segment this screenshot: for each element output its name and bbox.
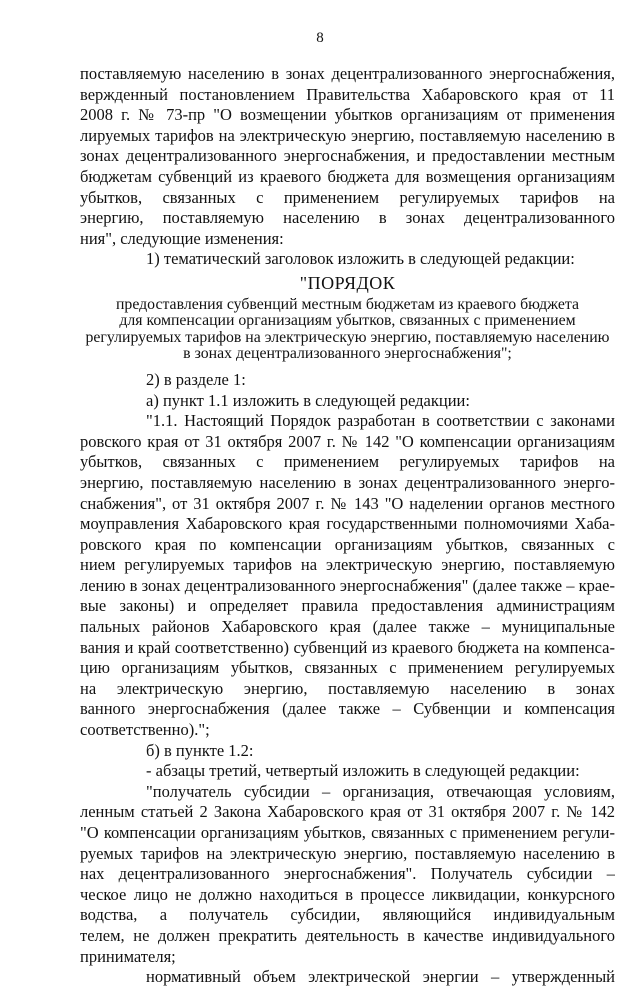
intro-line: вержденный постановлением Правительства Хабаровского края от 11 [80, 84, 615, 104]
order-heading-line: для компенсации организациям убытков, связанных с применением [119, 312, 576, 330]
document-body [80, 64, 615, 988]
p11-line: убытков, связанных с применением регулируемых тарифов на [80, 452, 615, 472]
intro-line: бюджетам субвенций из краевого бюджета для возмещения организациям [80, 166, 615, 186]
p11-line: лению в зонах децентрализованного энергоснабжения" (далее также – крае- [80, 575, 615, 595]
p11-line: "1.1. Настоящий Порядок разработан в соответствии с законами [146, 411, 615, 431]
intro-line: ния", следующие изменения: [80, 228, 284, 248]
item-1: 1) тематический заголовок изложить в следующей редакции: [146, 249, 575, 269]
intro-paragraph [80, 64, 615, 249]
page-number: 8 [316, 30, 324, 46]
recipient-line: принимателя; [80, 946, 176, 966]
recipient-paragraph [80, 782, 615, 967]
p11-line: ровского края от 31 октября 2007 г. № 142 "О компенсации организациям [80, 431, 615, 451]
recipient-line: ленным статьей 2 Закона Хабаровского края от 31 октября 2007 г. № 142 [80, 802, 615, 822]
recipient-line: "О компенсации организациям убытков, связанных с применением регули- [80, 823, 615, 842]
p11-line: ровского края по компенсации организациям убытков, связанных с [80, 534, 615, 554]
order-heading-line: предоставления субвенций местным бюджетам из краевого бюджета [115, 295, 580, 313]
p11-line: энергию, поставляемую населению в зонах децентрализованного энерго- [80, 472, 615, 492]
p11-line: ванного энергоснабжения (далее также – Субвенции и компенсация [80, 699, 615, 719]
recipient-line: телем, не должен прекратить деятельность в качестве индивидуального [80, 925, 615, 945]
intro-line: энергию, поставляемую населению в зонах децентрализованного [80, 208, 615, 228]
recipient-line: "получатель субсидии – организация, отвечающая условиям, [146, 781, 615, 801]
item-2b-sub: - абзацы третий, четвертый изложить в следующей редакции: [146, 761, 580, 781]
paragraph-1-1 [80, 411, 615, 741]
recipient-line: ческое лицо не должно находиться в процессе ликвидации, конкурсного [80, 884, 615, 904]
intro-line: зонах децентрализованного энергоснабжения, и предоставлении местным [80, 146, 615, 166]
p11-line: цию организациям убытков, связанных с применением регулируемых [80, 658, 615, 678]
order-heading-line: регулируемых тарифов на электрическую энергию, поставляемую населению [85, 328, 610, 346]
p11-line: соответственно)."; [80, 720, 210, 740]
item-2a: а) пункт 1.1 изложить в следующей редакции: [146, 390, 470, 410]
recipient-line: водства, а получатель субсидии, являющийся индивидуальным [80, 905, 615, 925]
recipient-line: нах децентрализованного энергоснабжения". Получатель субсидии – [80, 864, 615, 884]
order-title: "ПОРЯДОК [299, 272, 396, 293]
order-heading [80, 297, 615, 363]
p11-line: пальных районов Хабаровского края (далее также – муниципальные [80, 617, 615, 637]
normative-line: нормативный объем электрической энергии – утвержденный [146, 967, 615, 987]
intro-line: лируемых тарифов на электрическую энергию, поставляемую населению в [80, 125, 615, 145]
item-2: 2) в разделе 1: [146, 369, 246, 389]
order-heading-line: в зонах децентрализованного энергоснабжения"; [183, 345, 512, 363]
p11-line: моуправления Хабаровского края государственными полномочиями Хаба- [80, 514, 615, 534]
recipient-line: руемых тарифов на электрическую энергию, поставляемую населению в [80, 843, 615, 863]
intro-line: поставляемую населению в зонах децентрализованного энергоснабжения, [80, 64, 615, 83]
item-2b: б) в пункте 1.2: [146, 740, 254, 760]
p11-line: снабжения", от 31 октября 2007 г. № 143 "О наделении органов местного [80, 493, 615, 513]
p11-line: вые законы) и определяет правила предоставления администрациям [80, 596, 615, 616]
intro-line: убытков, связанных с применением регулируемых тарифов на [80, 187, 615, 207]
p11-line: нием регулируемых тарифов на электрическую энергию, поставляемую [80, 555, 615, 575]
intro-line: 2008 г. № 73-пр "О возмещении убытков организациям от применения [80, 105, 615, 125]
p11-line: на электрическую энергию, поставляемую населению в зонах [80, 678, 615, 698]
p11-line: вания и край соответственно) субвенций из краевого бюджета на компенса- [80, 637, 615, 657]
